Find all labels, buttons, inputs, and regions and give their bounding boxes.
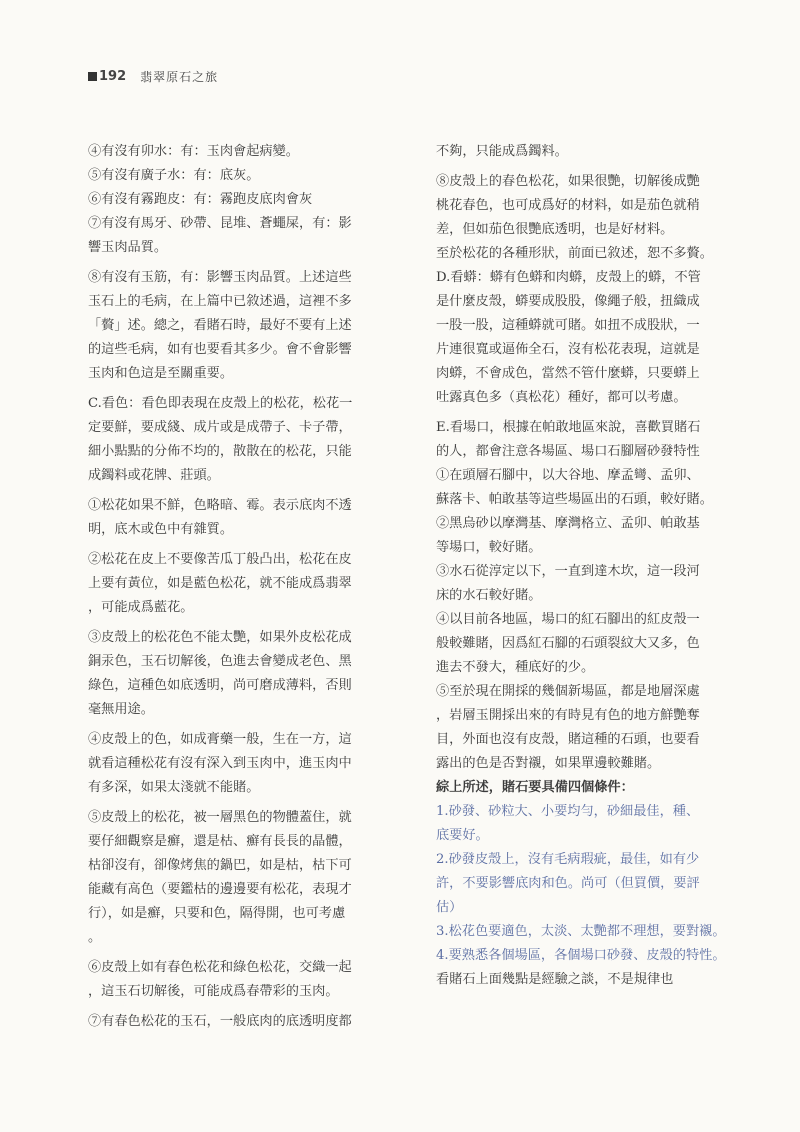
paragraph: 不夠，只能成爲鐲料。 xyxy=(436,144,568,159)
running-title: 翡翠原石之旅 xyxy=(140,70,219,84)
condition-item: 1.砂發、砂粒大、小要均勻，砂細最佳，種、 底要好。 xyxy=(436,804,700,843)
paragraph: ②黑烏砂以摩灣基、摩灣格立、孟卯、帕敢基 等場口，較好賭。 xyxy=(436,516,700,555)
summary-heading: 綜上所述，賭石要具備四個條件： xyxy=(436,780,634,795)
paragraph: 至於松花的各種形狀，前面已敘述，恕不多贅。 xyxy=(436,246,713,261)
right-column xyxy=(436,140,752,992)
page-header xyxy=(88,68,218,85)
page-marker-icon xyxy=(88,72,97,81)
paragraph: ⑥有沒有霧跑皮：有：霧跑皮底肉會灰 xyxy=(88,192,313,207)
section-paragraph: D.看蟒：蟒有色蟒和肉蟒，皮殼上的蟒，不管 是什麼皮殼，蟒要成股股，像繩子般，扭織成 一股一股，這種蟒就可賭。如扭不成股狀，一 片連很寬或逼佈全石，沒有松花表現，這就是 肉蟒，不會成色，當然不管什麼蟒，只要蟒上 吐露真色多（真松花）種好，都可以考慮。 xyxy=(436,270,701,405)
paragraph: ⑤至於現在開採的幾個新場區，都是地層深處 ，岩層玉開採出來的有時見有色的地方鮮艷奪 目，外面也沒有皮殼，賭這種的石頭，也要看 露出的色是否對襯，如果單邊較難賭。 xyxy=(436,684,700,771)
paragraph: ⑧有沒有玉筋，有：影響玉肉品質。上述這些 玉石上的毛病，在上篇中已敘述過，這裡不多 「贅」述。總之，看賭石時，最好不要有上述 的這些毛病，如有也要看其多少。會不會影響 玉肉和色這是至關重要。 xyxy=(88,270,352,381)
paragraph: ⑥皮殼上如有春色松花和綠色松花，交織一起 ，這玉石切解後，可能成爲春帶彩的玉肉。 xyxy=(88,960,352,999)
condition-item: 4.要熟悉各個場區，各個場口砂發、皮殼的特性。 xyxy=(436,948,726,963)
condition-item: 2.砂發皮殼上，沒有毛病瑕疵，最佳，如有少 許，不要影響底肉和色。尚可（但買價，要評 估） xyxy=(436,852,700,915)
paragraph: ③水石從淳定以下，一直到達木坎，這一段河 床的水石較好賭。 xyxy=(436,564,700,603)
left-column xyxy=(88,140,398,1040)
paragraph: 看賭石上面幾點是經驗之談，不是規律也 xyxy=(436,972,674,987)
paragraph: ⑦有春色松花的玉石，一般底肉的底透明度都 xyxy=(88,1014,352,1029)
paragraph: ③皮殼上的松花色不能太艷，如果外皮松花成 銅汞色，玉石切解後，色進去會變成老色、黑 綠色，這種色如底透明，尚可磨成薄料，否則 毫無用途。 xyxy=(88,630,352,717)
paragraph: ①松花如果不鮮，色略暗、霉。表示底肉不透 明，底木或色中有雜質。 xyxy=(88,498,352,537)
paragraph: ④皮殼上的色，如成膏藥一般，生在一方，這 就看這種松花有沒有深入到玉肉中，進玉肉中 有多深，如果太淺就不能賭。 xyxy=(88,732,352,795)
paragraph: ⑤有沒有廣子水：有：底灰。 xyxy=(88,168,260,183)
paragraph: ⑧皮殼上的春色松花，如果很艷，切解後成艷 桃花春色，也可成爲好的材料，如是茄色就稍 差，但如茄色很艷底透明，也是好材料。 xyxy=(436,174,700,237)
paragraph: ④有沒有卯水：有：玉肉會起病變。 xyxy=(88,144,299,159)
paragraph: ①在頭層石腳中，以大谷地、摩孟彎、孟卯、 蘇落卡、帕敢基等這些場區出的石頭，較好賭。 xyxy=(436,468,713,507)
page-number: 192 xyxy=(99,69,127,84)
section-paragraph: C.看色：看色即表現在皮殼上的松花，松花一 定要鮮，要成綫、成片或是成帶子、卡子帶， 細小點點的分佈不均的，散散在的松花，只能 成鐲料或花牌、莊頭。 xyxy=(88,396,353,483)
paragraph: ⑤皮殼上的松花，被一層黑色的物體蓋住，就 要仔細觀察是癬，還是枯、癬有長長的晶體， 枯卻沒有，卻像烤焦的鍋巴，如是枯，枯下可 能藏有高色（要鑑枯的邊邊要有松花，表現才 行），如是癬，只要和色，隔得開，也可考慮 。 xyxy=(88,810,352,945)
paragraph: ⑦有沒有馬牙、砂帶、昆堆、蒼蠅屎，有：影 響玉肉品質。 xyxy=(88,216,352,255)
condition-item: 3.松花色要適色，太淡、太艷都不理想，要對襯。 xyxy=(436,924,726,939)
paragraph: ④以目前各地區，場口的紅石腳出的紅皮殼一 般較難賭，因爲紅石腳的石頭裂紋大又多，色 進去不發大，種底好的少。 xyxy=(436,612,700,675)
paragraph: ②松花在皮上不要像苦瓜丁般凸出，松花在皮 上要有黃位，如是藍色松花，就不能成爲翡翠 ，可能成爲藍花。 xyxy=(88,552,352,615)
section-paragraph: E.看場口，根據在帕敢地區來說，喜歡買賭石 的人，都會注意各場區、場口石腳層砂發特性 xyxy=(436,420,701,459)
